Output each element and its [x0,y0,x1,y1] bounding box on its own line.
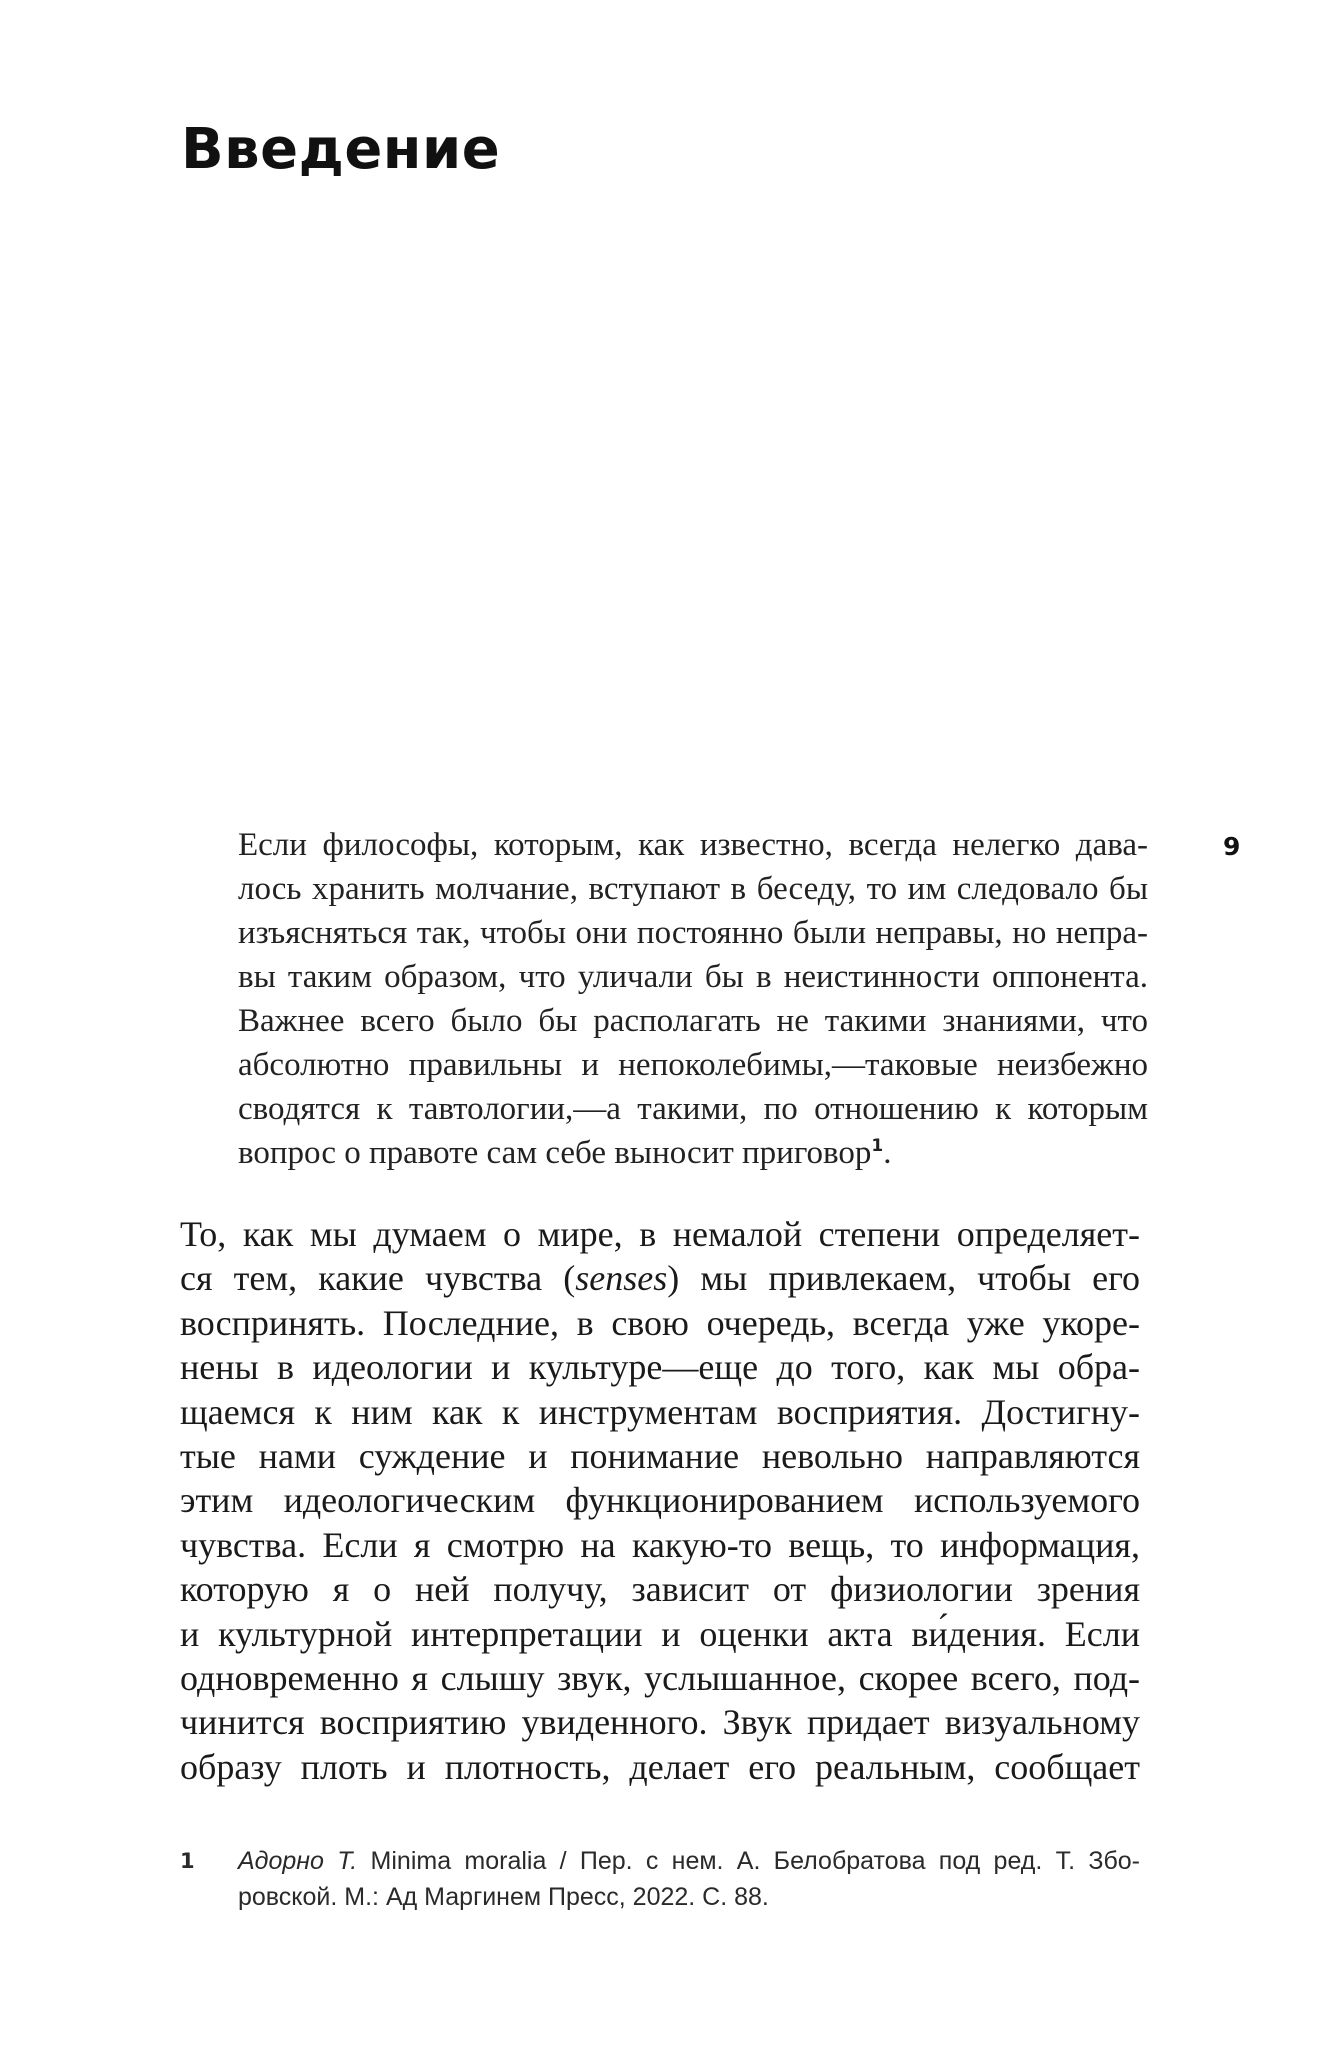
body-line: щаемся к ним как к инструментам восприятия. Достигну- [180,1391,1140,1432]
body-line: которую я о ней получу, зависит от физиологии зрения [180,1569,1140,1610]
epigraph-line: сводятся к тавтологии,—а такими, по отношению к которым [238,1091,1148,1127]
body-line: нены в идеологии и культуре—еще до того, как мы обра- [180,1347,1140,1388]
epigraph-line: Важнее всего было бы располагать не такими знаниями, что [238,1003,1148,1039]
epigraph-last-line-text: вопрос о правоте сам себе выносит приговор [238,1135,872,1171]
body-paragraph [180,1212,1140,1789]
body-line: этим идеологическим функционированием используемого [180,1480,1140,1521]
footnote-reference[interactable]: 1 [871,1136,884,1156]
footnote [180,1843,1140,1915]
epigraph-period: . [883,1135,892,1171]
body-line-text: ) мы привлекаем, чтобы его [667,1258,1141,1299]
body-line [180,1256,1140,1300]
chapter-title: Введение [181,117,501,182]
footnote-line: ровской. М.: Ад Маргинем Пресс, 2022. С. 88. [238,1883,769,1911]
body-line: и культурной интерпретации и оценки акта ви́дения. Если [180,1613,1140,1654]
footnote-number: 1 [180,1849,195,1873]
body-line: воспринять. Последние, в свою очередь, всегда уже укоре- [180,1302,1140,1343]
footnote-author: Адорно Т. [238,1847,358,1875]
epigraph-line: лось хранить молчание, вступают в беседу, то им следовало бы [238,871,1148,907]
body-line: чинится восприятию увиденного. Звук придает визуальному [180,1702,1140,1743]
epigraph-line: изъясняться так, чтобы они постоянно были неправы, но непра- [238,915,1148,951]
epigraph-line: вы таким образом, что уличали бы в неистинности оппонента. [238,959,1148,995]
epigraph-last-line [238,1131,1148,1175]
italic-term: senses [575,1258,668,1299]
body-line: То, как мы думаем о мире, в немалой степени определяет- [180,1214,1140,1254]
body-line: тые нами суждение и понимание невольно направляются [180,1436,1140,1477]
epigraph [238,823,1148,1175]
footnote-line [238,1843,1140,1879]
footnote-text [238,1843,1140,1915]
epigraph-line: Если философы, которым, как известно, всегда нелегко дава- [238,827,1148,863]
epigraph-line: абсолютно правильны и непоколебимы,—таковые неизбежно [238,1047,1148,1083]
body-line: одновременно я слышу звук, услышанное, скорее всего, под- [180,1658,1140,1699]
footnote-line-text: Minima moralia / Пер. с нем. А. Белобратова под ред. Т. Збо- [357,1847,1140,1875]
body-line-text: ся тем, какие чувства ( [180,1258,576,1299]
body-line: чувства. Если я смотрю на какую-то вещь, то информация, [180,1524,1140,1565]
page-number: 9 [1223,832,1241,861]
body-line: образу плоть и плотность, делает его реальным, сообщает [180,1746,1140,1787]
